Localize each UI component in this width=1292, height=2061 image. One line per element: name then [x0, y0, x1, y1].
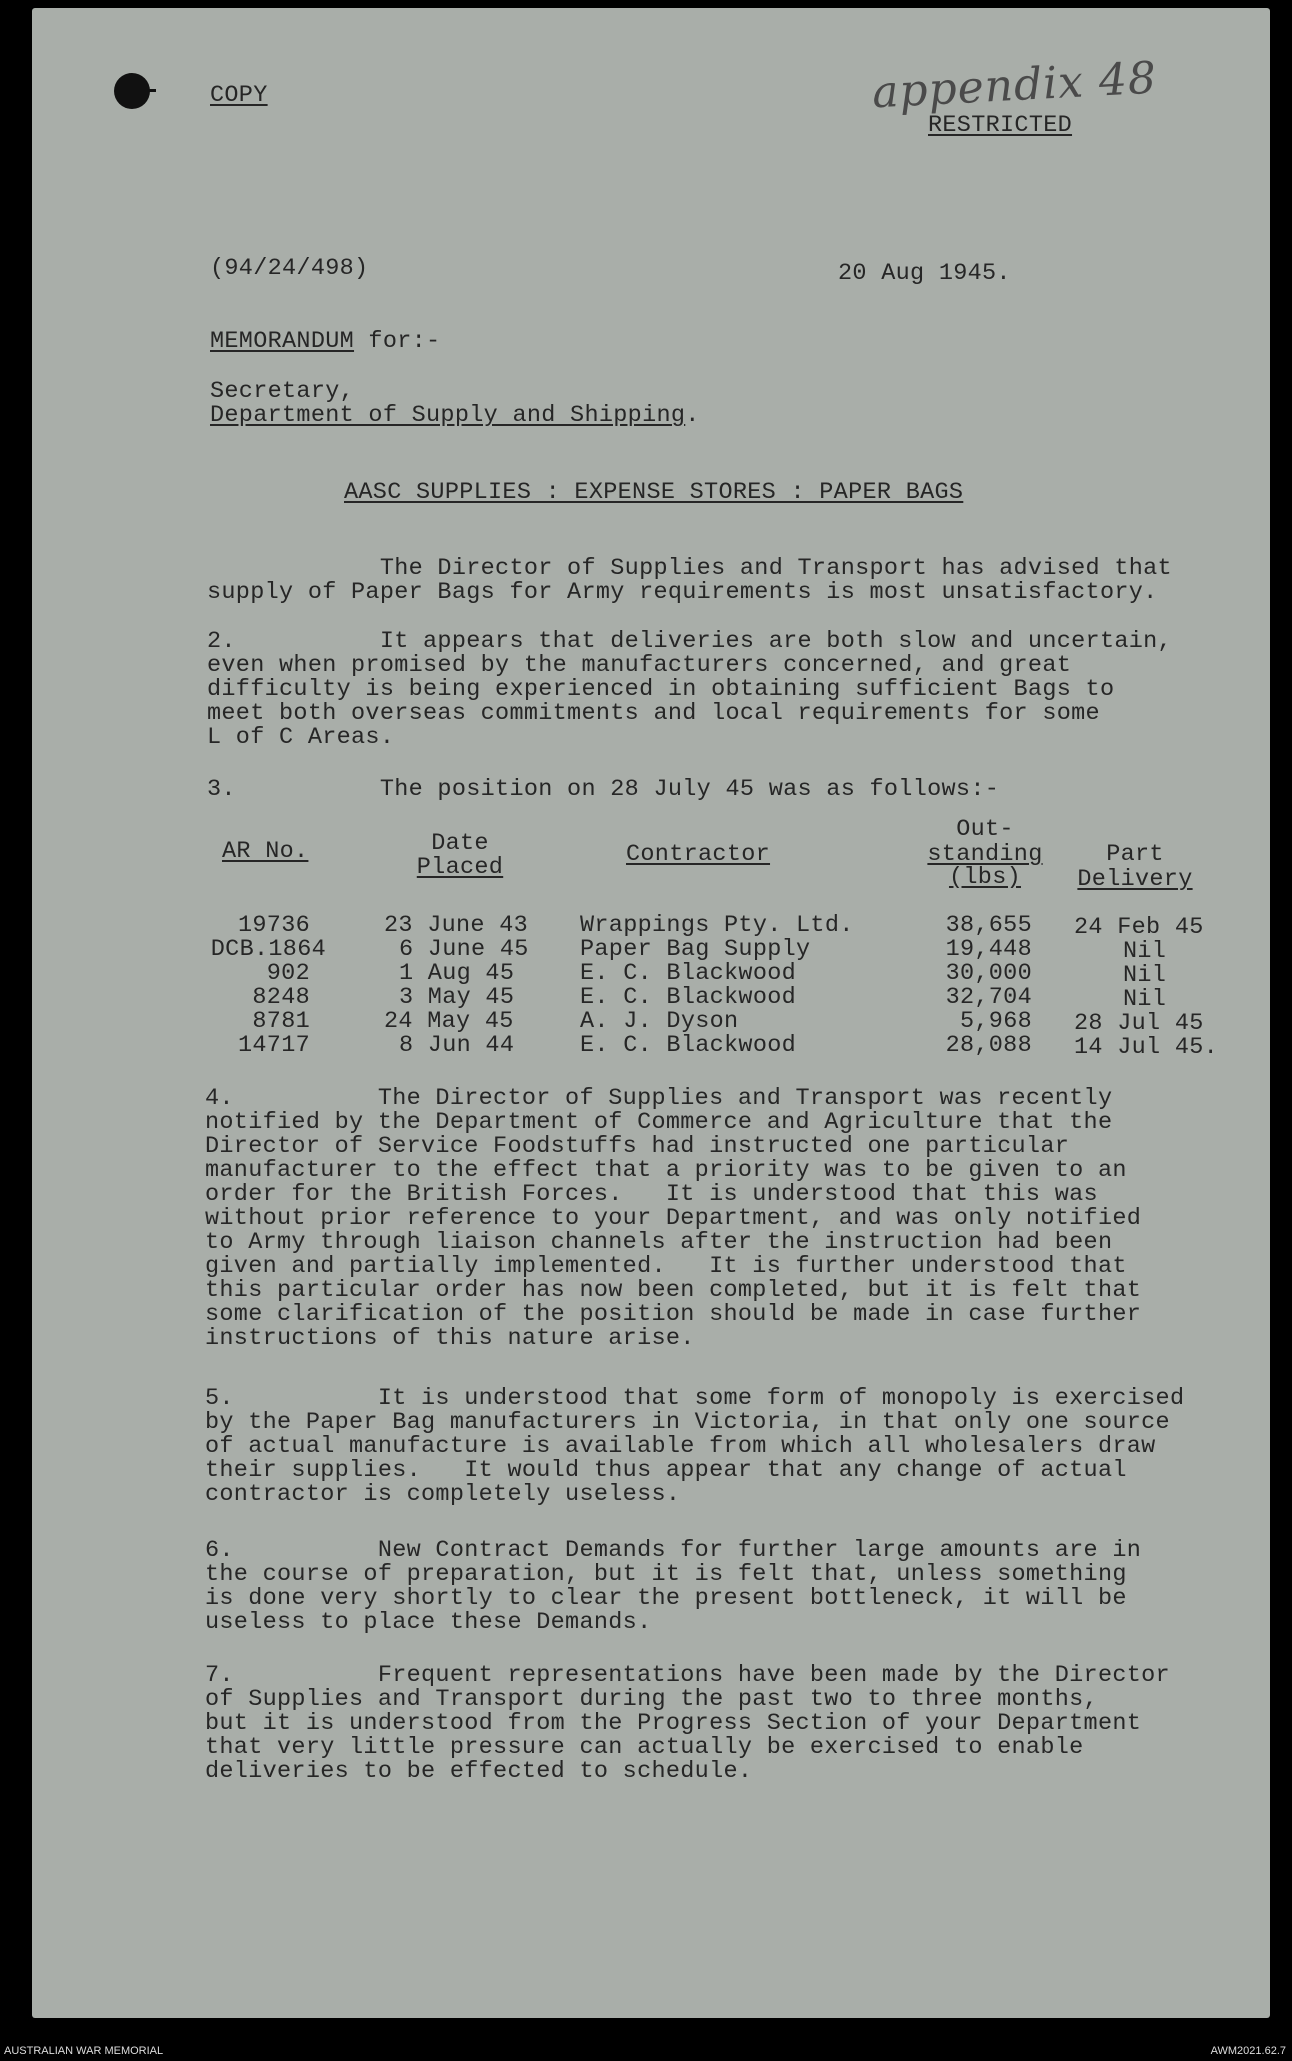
cell-contractor: E. C. Blackwood [580, 984, 797, 1011]
cell-part: 24 Feb 45 [1074, 914, 1204, 941]
file-reference: (94/24/498) [210, 255, 369, 282]
cell-ar: 8781 [252, 1008, 310, 1035]
cell-outstanding: 30,000 [945, 960, 1032, 987]
memo-date: 20 Aug 1945. [838, 260, 1011, 287]
paragraph-2-line-3: difficulty is being experienced in obtaining sufficient Bags to [207, 676, 1115, 703]
handwritten-appendix-note: appendix 48 [870, 52, 1159, 119]
cell-outstanding: 32,704 [945, 984, 1032, 1011]
cell-date: 24 May 45 [384, 1008, 514, 1035]
paragraph-5-line-5: contractor is completely useless. [205, 1481, 681, 1508]
paragraph-1-line-1: The Director of Supplies and Transport has advised that [207, 555, 1172, 582]
cell-outstanding: 28,088 [945, 1032, 1032, 1059]
paragraph-7-line-5: deliveries to be effected to schedule. [205, 1758, 753, 1785]
paragraph-4-line-5: order for the British Forces. It is understood that this was [205, 1181, 1098, 1208]
paragraph-2-line-2: even when promised by the manufacturers concerned, and great [207, 652, 1072, 679]
header-out: Out- [956, 816, 1014, 843]
header-part: Part [1106, 841, 1164, 868]
cell-ar: 14717 [237, 1032, 310, 1059]
cell-date: 8 Jun 44 [399, 1032, 515, 1059]
paragraph-5-line-1: 5. It is understood that some form of monopoly is exercised [205, 1385, 1185, 1412]
paragraph-6-line-3: is done very shortly to clear the present bottleneck, it will be [205, 1585, 1127, 1612]
addressee-line-1: Secretary, [210, 378, 355, 405]
cell-contractor: E. C. Blackwood [580, 1032, 797, 1059]
cell-contractor: E. C. Blackwood [580, 960, 797, 987]
subject-line: AASC SUPPLIES : EXPENSE STORES : PAPER BAGS [344, 479, 964, 506]
paragraph-2-line-1: 2. It appears that deliveries are both slow and uncertain, [207, 628, 1172, 655]
restricted-label: RESTRICTED [928, 112, 1073, 139]
cell-outstanding: 19,448 [945, 936, 1032, 963]
paragraph-4-line-3: Director of Service Foodstuffs had instructed one particular [205, 1133, 1070, 1160]
cell-ar: DCB.1864 [210, 936, 326, 963]
paragraph-5-line-2: by the Paper Bag manufacturers in Victoria, in that only one source [205, 1409, 1170, 1436]
header-placed: Placed [416, 854, 504, 881]
cell-part: Nil [1123, 938, 1167, 965]
header-lbs: (lbs) [948, 864, 1021, 891]
copy-label: COPY [210, 82, 268, 109]
paragraph-4-line-4: manufacturer to the effect that a priority was to be given to an [205, 1157, 1127, 1184]
paragraph-4-line-9: this particular order has now been completed, but it is felt that [205, 1277, 1142, 1304]
cell-part: 14 Jul 45. [1074, 1034, 1219, 1061]
paragraph-4-line-10: some clarification of the position should be made in case further [205, 1301, 1142, 1328]
cell-contractor: Paper Bag Supply [580, 936, 811, 963]
paragraph-7-line-2: of Supplies and Transport during the past two to three months, [205, 1686, 1098, 1713]
cell-date: 23 June 43 [384, 912, 529, 939]
paragraph-6-line-1: 6. New Contract Demands for further large amounts are in [205, 1537, 1142, 1564]
header-ar-no: AR No. [222, 838, 309, 865]
punch-hole [114, 73, 150, 109]
paragraph-4-line-1: 4. The Director of Supplies and Transport was recently [205, 1085, 1113, 1112]
header-delivery: Delivery [1077, 866, 1193, 893]
paragraph-5-line-4: their supplies. It would thus appear that any change of actual [205, 1457, 1127, 1484]
paragraph-7-line-3: but it is understood from the Progress Section of your Department [205, 1710, 1142, 1737]
footer-institution: AUSTRALIAN WAR MEMORIAL [4, 2045, 164, 2057]
cell-outstanding: 5,968 [959, 1008, 1032, 1035]
addressee-period: . [685, 402, 700, 429]
memo-heading [210, 330, 440, 354]
cell-part: Nil [1123, 962, 1167, 989]
cell-ar: 8248 [252, 984, 310, 1011]
paragraph-6-line-4: useless to place these Demands. [205, 1609, 652, 1636]
paragraph-2-line-5: L of C Areas. [207, 724, 395, 751]
paragraph-4-line-2: notified by the Department of Commerce and Agriculture that the [205, 1109, 1113, 1136]
paragraph-4-line-11: instructions of this nature arise. [205, 1325, 695, 1352]
cell-part: Nil [1123, 986, 1167, 1013]
paragraph-5-line-3: of actual manufacture is available from which all wholesalers draw [205, 1433, 1156, 1460]
memorandum-for: for:- [354, 328, 441, 355]
cell-part: 28 Jul 45 [1074, 1010, 1204, 1037]
cell-ar: 19736 [237, 912, 310, 939]
paragraph-3: 3. The position on 28 July 45 was as follows:- [207, 776, 1000, 803]
paragraph-4-line-7: to Army through liaison channels after the instruction had been [205, 1229, 1113, 1256]
cell-date: 3 May 45 [399, 984, 515, 1011]
cell-ar: 902 [266, 960, 310, 987]
cell-contractor: Wrappings Pty. Ltd. [580, 912, 854, 939]
addressee-department: Department of Supply and Shipping [210, 402, 686, 429]
footer-accession-number: AWM2021.62.7 [1210, 2045, 1286, 2057]
paragraph-4-line-6: without prior reference to your Department, and was only notified [205, 1205, 1142, 1232]
paragraph-4-line-8: given and partially implemented. It is further understood that [205, 1253, 1127, 1280]
memorandum-label: MEMORANDUM [210, 328, 355, 355]
paragraph-7-line-1: 7. Frequent representations have been made by the Director [205, 1662, 1170, 1689]
paragraph-7-line-4: that very little pressure can actually be exercised to enable [205, 1734, 1084, 1761]
paragraph-2-line-4: meet both overseas commitments and local requirements for some [207, 700, 1100, 727]
cell-date: 6 June 45 [399, 936, 529, 963]
addressee-line-2 [210, 404, 700, 428]
cell-contractor: A. J. Dyson [580, 1008, 739, 1035]
cell-outstanding: 38,655 [945, 912, 1032, 939]
header-standing: standing [927, 841, 1043, 868]
paragraph-1-line-2: supply of Paper Bags for Army requirements is most unsatisfactory. [207, 579, 1158, 606]
header-date: Date [431, 830, 489, 857]
header-contractor: Contractor [626, 841, 771, 868]
paragraph-6-line-2: the course of preparation, but it is felt that, unless something [205, 1561, 1127, 1588]
cell-date: 1 Aug 45 [399, 960, 515, 987]
